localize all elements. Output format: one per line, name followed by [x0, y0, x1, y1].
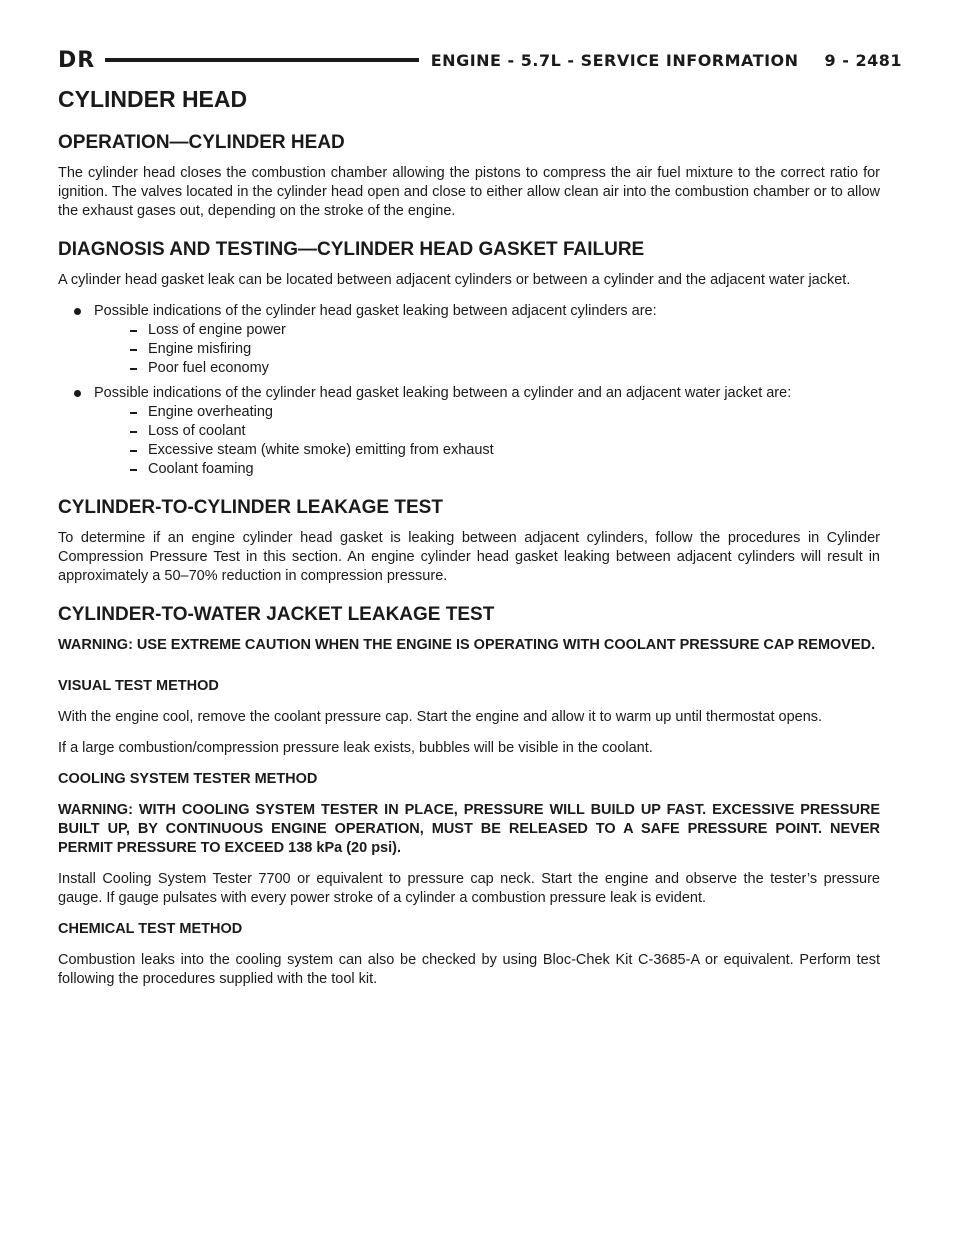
- warning-text: WARNING: USE EXTREME CAUTION WHEN THE ENGINE IS OPERATING WITH COOLANT PRESSURE CAP REMOVED.: [58, 637, 876, 653]
- diagnosis-heading: DIAGNOSIS AND TESTING—CYLINDER HEAD GASKET FAILURE: [58, 239, 645, 260]
- cooling-test-body: Install Cooling System Tester 7700 or equivalent to pressure cap neck. Start the engine and observe the tester’s pressure gauge. If gauge pulsates with every power stroke of a cylinder a combustion pressure leak is evident.: [58, 871, 880, 906]
- sub-list-item: Loss of coolant: [94, 422, 880, 441]
- sub-list-item: Excessive steam (white smoke) emitting from exhaust: [94, 441, 880, 460]
- indication-list: [58, 302, 880, 479]
- header-rule: [105, 58, 419, 62]
- bullet-text: Possible indications of the cylinder head gasket leaking between adjacent cylinders are:: [94, 303, 657, 319]
- page-title: CYLINDER HEAD: [58, 86, 248, 112]
- operation-heading: OPERATION—CYLINDER HEAD: [58, 132, 345, 153]
- sub-list-item: Coolant foaming: [94, 460, 880, 479]
- page-header: [58, 44, 902, 76]
- bullet-icon: [74, 390, 81, 397]
- chemical-test-body: Combustion leaks into the cooling system can also be checked by using Bloc-Chek Kit C-3685-A or equivalent. Perform test following the procedures supplied with the tool kit.: [58, 952, 880, 987]
- document-body: [58, 82, 880, 1001]
- cyl-to-cyl-body: To determine if an engine cylinder head gasket is leaking between adjacent cylinders, follow the procedures in Cylinder Compression Pressure Test in this section. An engine cylinder head gasket leaking between adjacent cylinders will result in approximately a 50–70% reduction in compression pressure.: [58, 530, 880, 584]
- visual-test-body: With the engine cool, remove the coolant pressure cap. Start the engine and allow it to warm up until thermostat opens.: [58, 709, 823, 725]
- visual-test-note: If a large combustion/compression pressure leak exists, bubbles will be visible in the coolant.: [58, 740, 653, 756]
- sub-list: [94, 321, 880, 378]
- cooling-test-heading: COOLING SYSTEM TESTER METHOD: [58, 771, 318, 787]
- sub-list-item: Engine misfiring: [94, 340, 880, 359]
- cyl-to-cyl-heading: CYLINDER-TO-CYLINDER LEAKAGE TEST: [58, 497, 443, 518]
- operation-body: The cylinder head closes the combustion chamber allowing the pistons to compress the air fuel mixture to the correct ratio for ignition. The valves located in the cylinder head open and close to either allow clean air into the combustion chamber or to allow the exhaust gases out, depending on the stroke of the engine.: [58, 165, 880, 219]
- page-number: 9 - 2481: [824, 50, 902, 70]
- header-title: ENGINE - 5.7L - SERVICE INFORMATION: [430, 50, 799, 70]
- bullet-icon: [74, 308, 81, 315]
- chemical-test-heading: CHEMICAL TEST METHOD: [58, 921, 243, 937]
- list-item: [58, 384, 880, 479]
- sub-list-item: Loss of engine power: [94, 321, 880, 340]
- bullet-text: Possible indications of the cylinder head gasket leaking between a cylinder and an adjacent water jacket are:: [94, 385, 792, 401]
- list-item: [58, 302, 880, 378]
- cooling-warning-text: WARNING: WITH COOLING SYSTEM TESTER IN PLACE, PRESSURE WILL BUILD UP FAST. EXCESSIVE PRESSURE BUILT UP, BY CONTINUOUS ENGINE OPERATION, MUST BE RELEASED TO A SAFE PRESSURE POINT. NEVER PERMIT PRESSURE TO EXCEED 138 kPa (20 psi).: [58, 802, 880, 856]
- sub-list-item: Poor fuel economy: [94, 359, 880, 378]
- sub-list-item: Engine overheating: [94, 403, 880, 422]
- diagnosis-intro: A cylinder head gasket leak can be located between adjacent cylinders or between a cylinder and the adjacent water jacket.: [58, 272, 851, 288]
- visual-test-heading: VISUAL TEST METHOD: [58, 678, 219, 694]
- section-code: DR: [58, 47, 96, 73]
- sub-list: [94, 403, 880, 479]
- cyl-to-water-heading: CYLINDER-TO-WATER JACKET LEAKAGE TEST: [58, 604, 495, 625]
